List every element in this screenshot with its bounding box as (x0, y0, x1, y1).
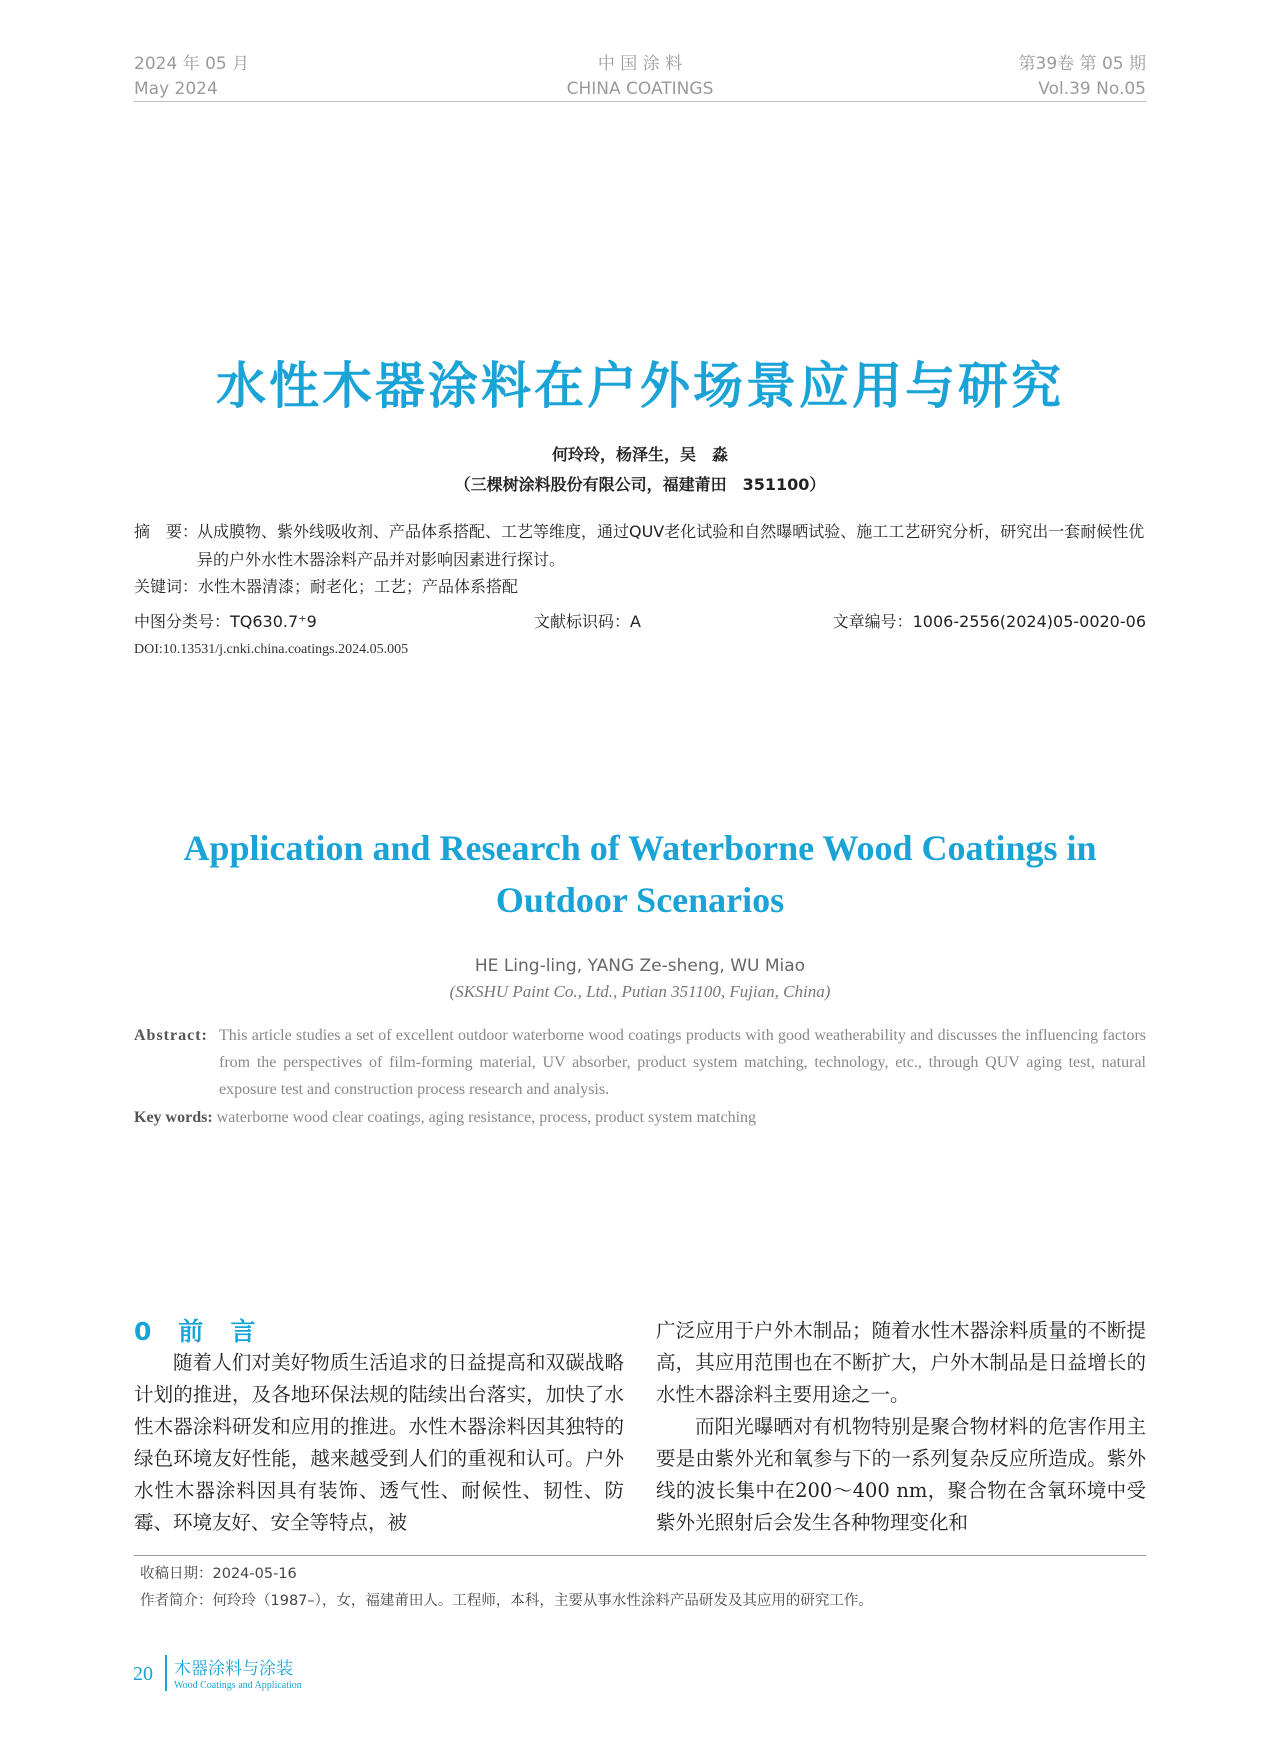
section-heading (134, 1312, 256, 1348)
header-date-en: May 2024 (134, 79, 218, 99)
paper-title-en-line1: Application and Research of Waterborne Wood Coatings in (183, 828, 1097, 868)
affiliation-cn: （三棵树涂料股份有限公司，福建莆田 351100） (454, 475, 826, 494)
footer-journal-cn: 木器涂料与涂装 (174, 1659, 293, 1679)
doi: DOI:10.13531/j.cnki.china.coatings.2024.05.005 (134, 642, 409, 657)
section-title: 前 言 (178, 1317, 257, 1346)
keywords-en-label: Key words: (134, 1109, 213, 1126)
keywords-en-text: waterborne wood clear coatings, aging resistance, process, product system matching (216, 1109, 757, 1126)
keywords-en (134, 1109, 1146, 1127)
footnote-received-date: 收稿日期：2024-05-16 (140, 1566, 297, 1582)
abstract-cn-text: 从成膜物、紫外线吸收剂、产品体系搭配、工艺等维度，通过QUV老化试验和自然曝晒试验、施工工艺研究分析，研究出一套耐候性优异的户外水性木器涂料产品并对影响因素进行探讨。 (197, 522, 1145, 569)
body-paragraph: 而阳光曝晒对有机物特别是聚合物材料的危害作用主要是由紫外光和氧参与下的一系列复杂反应所造成。紫外线的波长集中在200～400 nm，聚合物在含氧环境中受紫外光照射后会发生各种物理变化和 (656, 1415, 1146, 1534)
paper-title-en (100, 822, 1180, 926)
authors-cn: 何玲玲，杨泽生，吴 淼 (551, 445, 728, 464)
authors-en: HE Ling-ling, YANG Ze-sheng, WU Miao (474, 956, 806, 976)
body-column-left (134, 1347, 624, 1539)
footnote-divider (134, 1555, 1146, 1556)
header-volume-en: Vol.39 No.05 (1038, 79, 1146, 99)
abstract-cn (134, 518, 1146, 574)
body-column-right (656, 1315, 1146, 1539)
document-code: 文献标识码：A (534, 612, 641, 631)
header-journal-en: CHINA COATINGS (566, 79, 714, 99)
classification-number: 中图分类号：TQ630.7⁺9 (134, 612, 317, 631)
footer-journal-en: Wood Coatings and Application (174, 1680, 302, 1691)
affiliation-en: (SKSHU Paint Co., Ltd., Putian 351100, Fujian, China) (449, 982, 831, 1001)
abstract-en-label: Abstract: (134, 1027, 208, 1044)
header-volume-cn: 第39卷 第 05 期 (1018, 54, 1146, 74)
abstract-en (134, 1022, 1146, 1103)
paper-title-cn: 水性木器涂料在户外场景应用与研究 (216, 357, 1064, 415)
abstract-en-text: This article studies a set of excellent outdoor waterborne wood coatings products with good weatherability and discusses the influencing factors from the perspectives of film-forming material, UV absorber, product system matching, technology, etc., through QUV aging test, natural exposure test and construction process research and analysis. (219, 1027, 1146, 1098)
body-paragraph-continued: 广泛应用于户外木制品；随着水性木器涂料质量的不断提高，其应用范围也在不断扩大，户外木制品是日益增长的水性木器涂料主要用途之一。 (656, 1319, 1146, 1406)
keywords-cn: 关键词：水性木器清漆；耐老化；工艺；产品体系搭配 (134, 577, 519, 596)
body-paragraph: 随着人们对美好物质生活追求的日益提高和双碳战略计划的推进，及各地环保法规的陆续出台落实，加快了水性木器涂料研发和应用的推进。水性木器涂料因其独特的绿色环境友好性能，越来越受到人们的重视和认可。户外水性木器涂料因具有装饰、透气性、耐候性、韧性、防霉、环境友好、安全等特点，被 (134, 1351, 624, 1534)
header-journal-cn: 中 国 涂 料 (597, 54, 683, 74)
abstract-cn-label: 摘 要： (134, 522, 199, 541)
page-number: 20 (133, 1663, 153, 1685)
footnote-author-bio: 作者简介：何玲玲（1987–），女，福建莆田人。工程师，本科，主要从事水性涂料产品研发及其应用的研究工作。 (140, 1593, 873, 1609)
article-number: 文章编号：1006-2556(2024)05-0020-06 (832, 612, 1146, 631)
header-volume (1019, 52, 1146, 102)
header-date-cn: 2024 年 05 月 (134, 54, 250, 74)
paper-title-en-line2: Outdoor Scenarios (495, 880, 785, 920)
footer-divider-bar (165, 1655, 167, 1691)
header-divider (134, 101, 1146, 102)
section-number: 0 (134, 1317, 153, 1346)
